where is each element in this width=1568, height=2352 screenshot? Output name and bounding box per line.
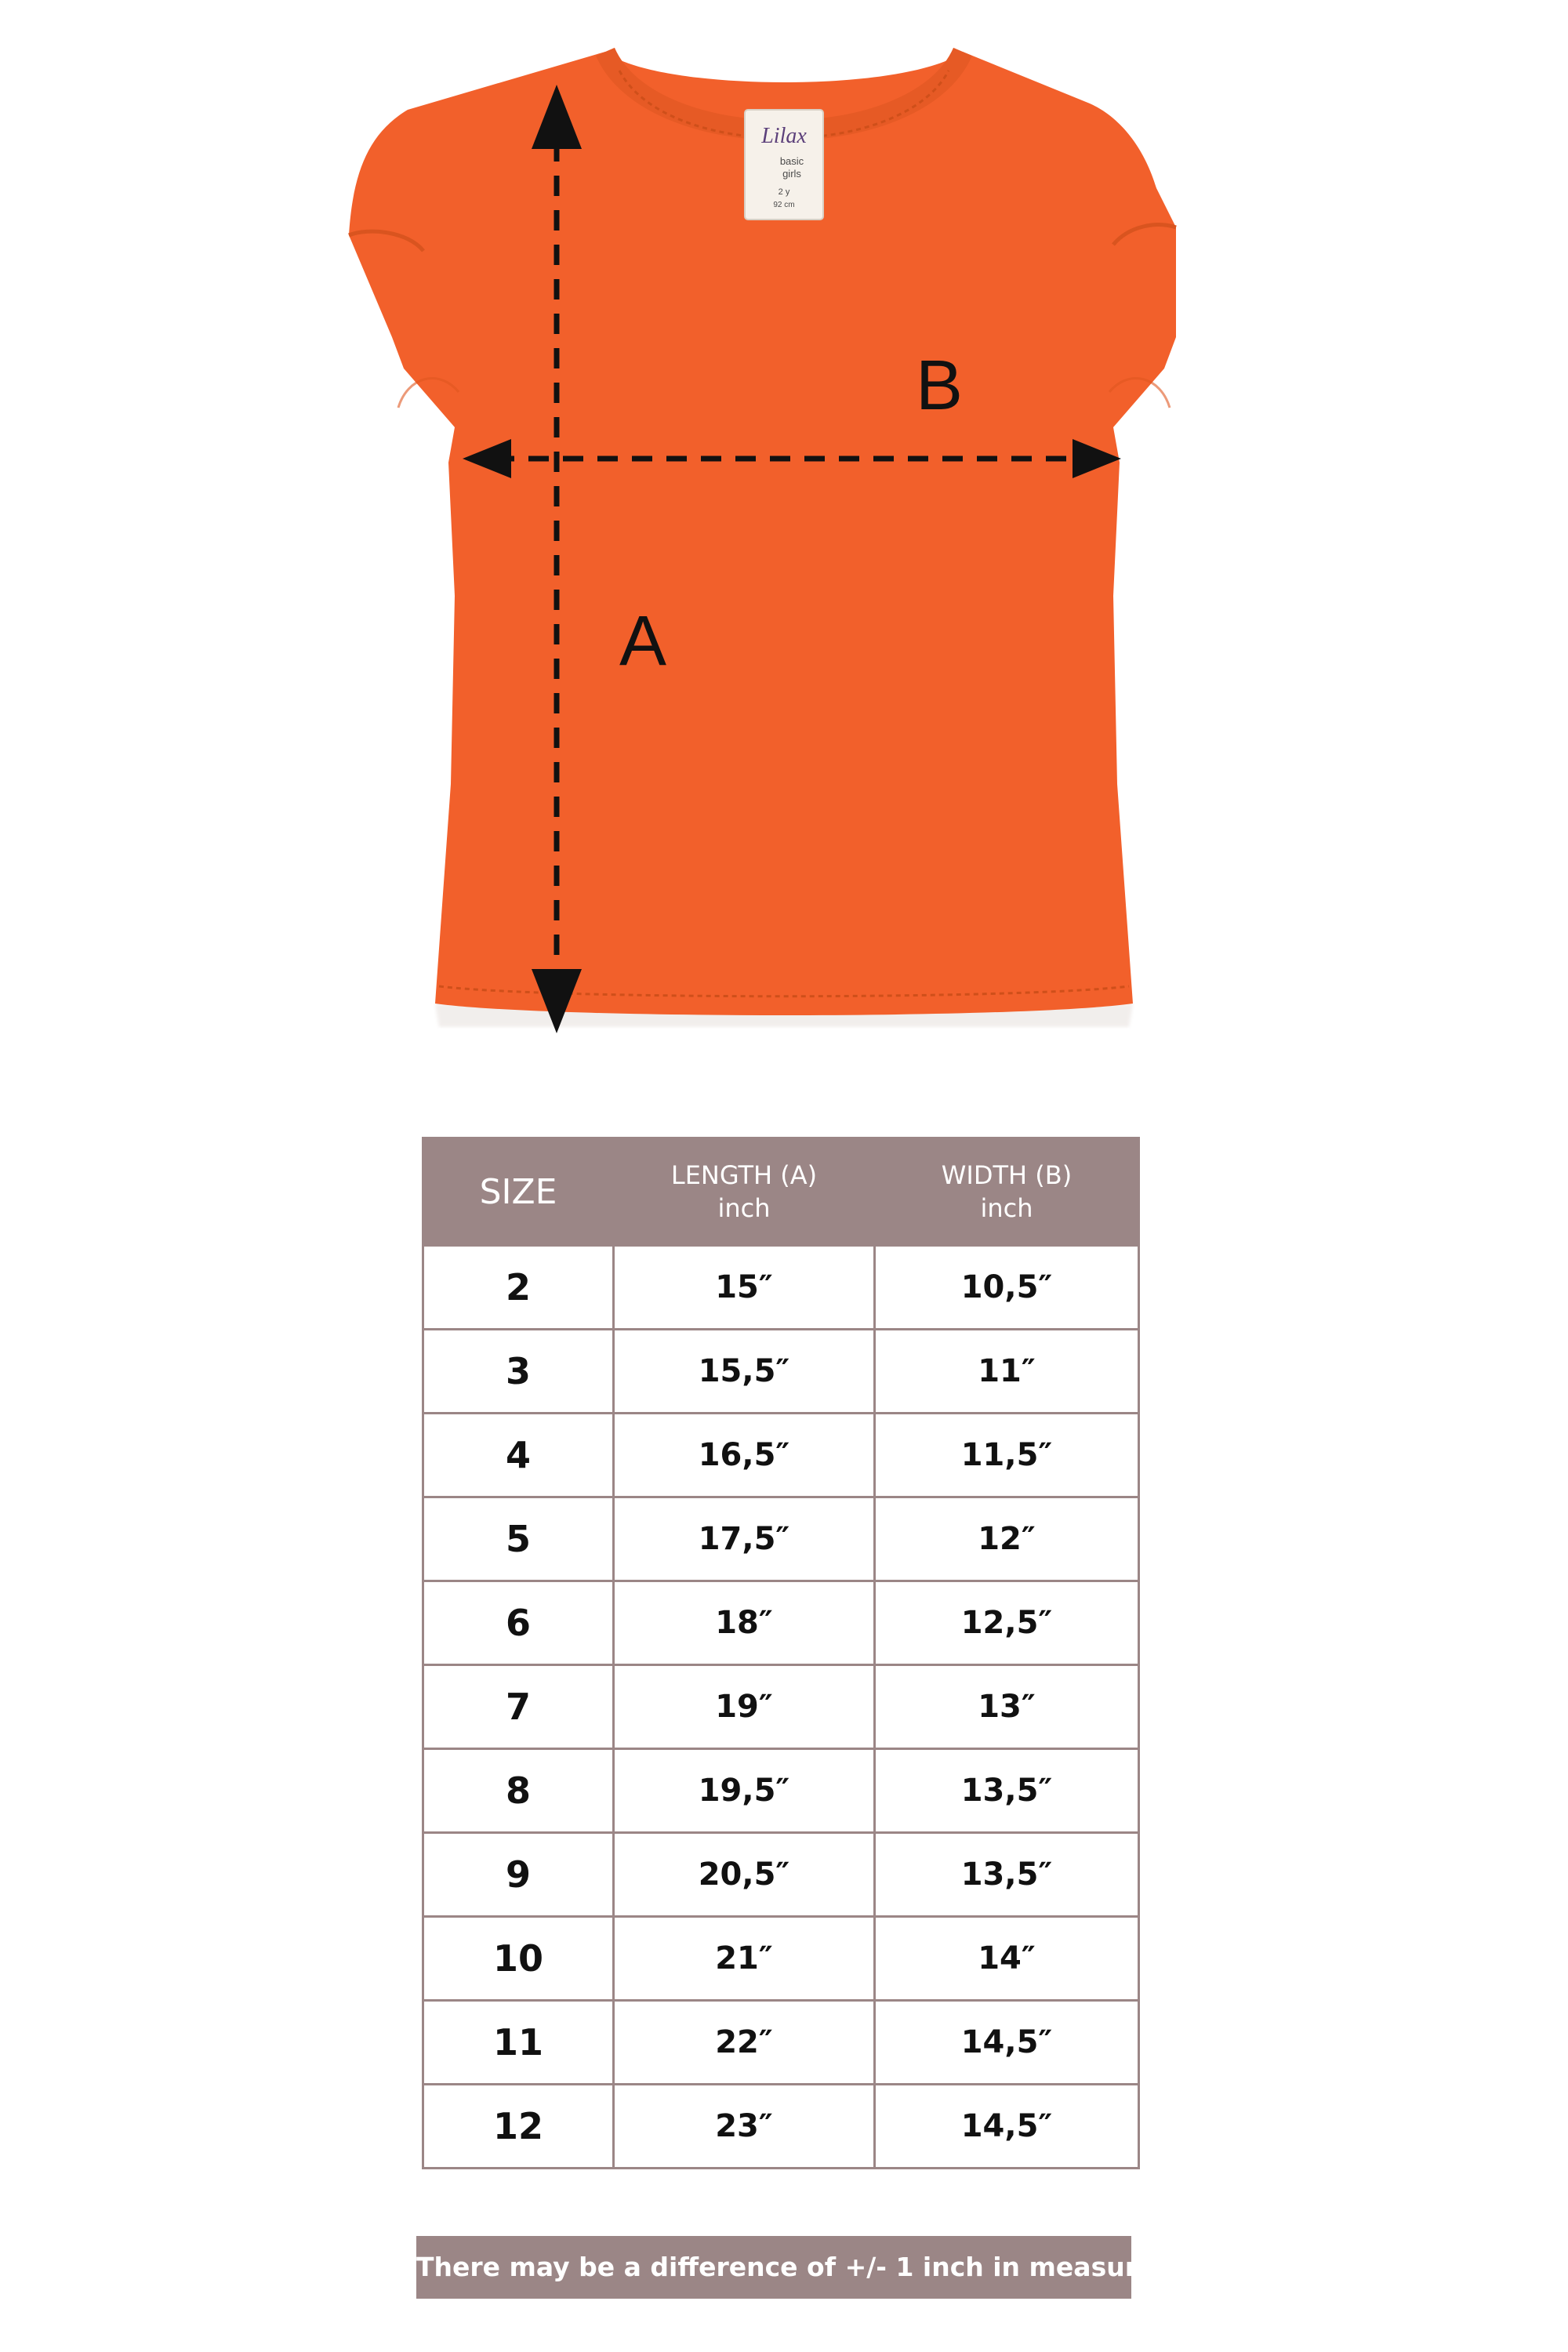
- table-row: [423, 2001, 1139, 2085]
- header-size: [423, 1138, 614, 1246]
- table-row: [423, 1833, 1139, 1917]
- header-length: [614, 1138, 875, 1246]
- table-header-row: [423, 1138, 1139, 1246]
- cell-size: 11: [423, 2001, 614, 2085]
- cell-width: 13,5″: [875, 1833, 1139, 1917]
- size-table-body: [423, 1246, 1139, 2169]
- cell-length: 22″: [614, 2001, 875, 2085]
- cell-size: 4: [423, 1414, 614, 1497]
- table-row: [423, 1414, 1139, 1497]
- size-chart-table: [422, 1137, 1140, 2169]
- table-row: [423, 1665, 1139, 1749]
- table-row: [423, 1581, 1139, 1665]
- cell-width: 10,5″: [875, 1246, 1139, 1330]
- cell-size: 10: [423, 1917, 614, 2001]
- label-a: A: [619, 602, 667, 681]
- label-cm: 92 cm: [773, 201, 795, 209]
- header-width-unit: inch: [980, 1193, 1033, 1223]
- cell-size: 8: [423, 1749, 614, 1833]
- cell-width: 12,5″: [875, 1581, 1139, 1665]
- label-size: 2 y: [778, 187, 790, 197]
- cell-width: 12″: [875, 1497, 1139, 1581]
- header-length-unit: inch: [717, 1193, 771, 1223]
- cell-size: 5: [423, 1497, 614, 1581]
- cell-size: 7: [423, 1665, 614, 1749]
- cell-length: 21″: [614, 1917, 875, 2001]
- cell-size: 3: [423, 1330, 614, 1414]
- header-size-label: SIZE: [479, 1171, 557, 1212]
- cell-length: 15″: [614, 1246, 875, 1330]
- header-width: [875, 1138, 1139, 1246]
- cell-width: 13″: [875, 1665, 1139, 1749]
- label-b: B: [916, 347, 964, 425]
- cell-width: 11,5″: [875, 1414, 1139, 1497]
- cell-length: 15,5″: [614, 1330, 875, 1414]
- label-brand: Lilax: [761, 124, 807, 148]
- cell-length: 20,5″: [614, 1833, 875, 1917]
- cell-length: 19″: [614, 1665, 875, 1749]
- measurement-note: There may be a difference of +/- 1 inch in measurements: [416, 2236, 1131, 2299]
- cell-width: 14″: [875, 1917, 1139, 2001]
- label-line1: basic: [779, 155, 804, 167]
- cell-length: 16,5″: [614, 1414, 875, 1497]
- cell-width: 13,5″: [875, 1749, 1139, 1833]
- header-length-label: LENGTH (A): [670, 1160, 818, 1190]
- table-row: [423, 1497, 1139, 1581]
- cell-length: 17,5″: [614, 1497, 875, 1581]
- table-row: [423, 2085, 1139, 2169]
- table-row: [423, 1749, 1139, 1833]
- cell-length: 19,5″: [614, 1749, 875, 1833]
- cell-size: 9: [423, 1833, 614, 1917]
- header-width-label: WIDTH (B): [941, 1160, 1073, 1190]
- cell-length: 23″: [614, 2085, 875, 2169]
- table-row: [423, 1917, 1139, 2001]
- cell-size: 6: [423, 1581, 614, 1665]
- table-row: [423, 1330, 1139, 1414]
- care-label: [745, 110, 823, 220]
- table-row: [423, 1246, 1139, 1330]
- cell-width: 14,5″: [875, 2001, 1139, 2085]
- cell-size: 2: [423, 1246, 614, 1330]
- cell-length: 18″: [614, 1581, 875, 1665]
- tshirt-measurement-diagram: [0, 0, 1568, 1066]
- label-line2: girls: [782, 168, 801, 180]
- cell-width: 11″: [875, 1330, 1139, 1414]
- cell-width: 14,5″: [875, 2085, 1139, 2169]
- cell-size: 12: [423, 2085, 614, 2169]
